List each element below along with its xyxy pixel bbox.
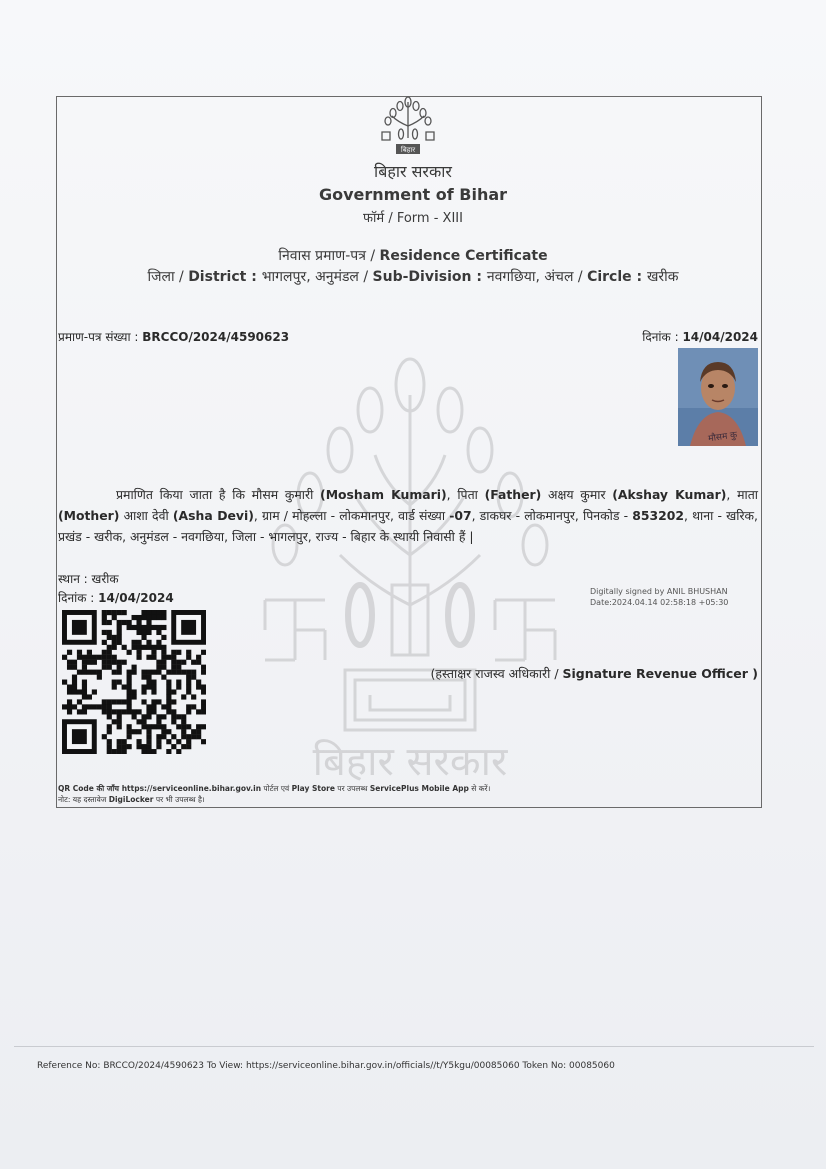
district-value: भागलपुर, अनुमंडल / — [261, 269, 373, 285]
mother-label: (Mother) — [58, 508, 120, 523]
emblem-text: बिहार — [400, 146, 416, 154]
mother-name: (Asha Devi) — [172, 508, 254, 523]
certificate-title — [0, 246, 826, 265]
circle-label: Circle : — [587, 269, 647, 285]
certificate-number-label: प्रमाण-पत्र संख्या : — [58, 330, 143, 344]
circle-value: खरीक — [646, 269, 679, 285]
issue-date-label: दिनांक : — [642, 330, 683, 344]
certificate-number-value: BRCCO/2024/4590623 — [142, 330, 290, 344]
footer-divider — [14, 1046, 814, 1047]
place-value: खरीक — [91, 572, 119, 586]
body-text: , ग्राम / मोहल्ला - लोकमानपुर, वार्ड संख्या — [253, 508, 450, 523]
place-date — [58, 589, 174, 606]
body-text: , थाना - खरिक, प्रखंड - खरीक, अनुमंडल - नवगछिया, जिला - भागलपुर, राज्य - बिहार के स्थायी निवासी हैं | — [58, 508, 758, 544]
qr-note-line-1: QR Code की जाँच https://serviceonline.bihar.gov.in पोर्टल एवं Play Store पर उपलब्ध ServicePlus Mobile App से करें। — [58, 784, 491, 793]
portal-link[interactable]: https://serviceonline.bihar.gov.in — [121, 784, 262, 793]
place-label: स्थान : — [58, 572, 92, 586]
place-date-label: दिनांक : — [58, 591, 99, 605]
certificate-body — [58, 484, 758, 547]
subdivision-label: Sub-Division : — [372, 269, 487, 285]
watermark-text: बिहार सरकार — [312, 739, 508, 785]
applicant-photo — [678, 348, 758, 446]
body-text: अक्षय कुमार — [541, 487, 613, 502]
body-text: आशा देवी — [119, 508, 173, 523]
place — [58, 570, 119, 587]
ward-number: -07 — [449, 508, 472, 523]
applicant-name: (Mosham Kumari) — [320, 487, 447, 502]
certificate-title-english: Residence Certificate — [379, 248, 548, 264]
certificate-number — [58, 328, 289, 345]
father-name: (Akshay Kumar) — [612, 487, 727, 502]
place-date-value: 14/04/2024 — [98, 591, 174, 605]
district-label: District : — [188, 269, 262, 285]
form-number: फॉर्म / Form - XIII — [363, 211, 463, 226]
signature-title-english: Signature Revenue Officer ) — [562, 666, 758, 681]
photo-caption: मौसम कु — [707, 430, 738, 445]
body-text: , माता — [726, 487, 758, 502]
issue-date-value: 14/04/2024 — [682, 330, 758, 344]
qr-note — [58, 783, 490, 805]
government-name: Government of Bihar — [318, 185, 508, 204]
digital-signature-name: Digitally signed by ANIL BHUSHAN — [590, 587, 728, 596]
bihar-emblem-icon — [378, 96, 438, 158]
pincode: 853202 — [632, 508, 685, 523]
qr-note-line-2: नोट: यह दस्तावेज DigiLocker पर भी उपलब्ध है। — [58, 795, 205, 804]
issue-date — [642, 328, 758, 345]
hindi-government-name: बिहार सरकार — [374, 162, 452, 181]
digital-signature-date: Date:2024.04.14 02:58:18 +05:30 — [590, 598, 729, 607]
signature-title-hindi: (हस्ताक्षर राजस्व अधिकारी / — [430, 666, 563, 681]
body-text: , पिता — [446, 487, 485, 502]
father-label: (Father) — [484, 487, 542, 502]
district-label-hindi: जिला / — [147, 269, 189, 285]
body-text: प्रमाणित किया जाता है कि मौसम कुमारी — [116, 487, 321, 502]
qr-code-icon[interactable] — [62, 610, 206, 754]
certificate-title-hindi: निवास प्रमाण-पत्र / — [278, 248, 380, 264]
signature-title — [430, 665, 758, 682]
subdivision-value: नवगछिया, अंचल / — [486, 269, 588, 285]
digital-signature — [590, 586, 728, 608]
body-text: , डाकघर - लोकमानपुर, पिनकोड - — [471, 508, 633, 523]
reference-line: Reference No: BRCCO/2024/4590623 To View: https://serviceonline.bihar.gov.in/officials//t/Y5kgu/00085060 Token No: 00085060 — [37, 1061, 615, 1071]
district-line — [0, 267, 826, 286]
